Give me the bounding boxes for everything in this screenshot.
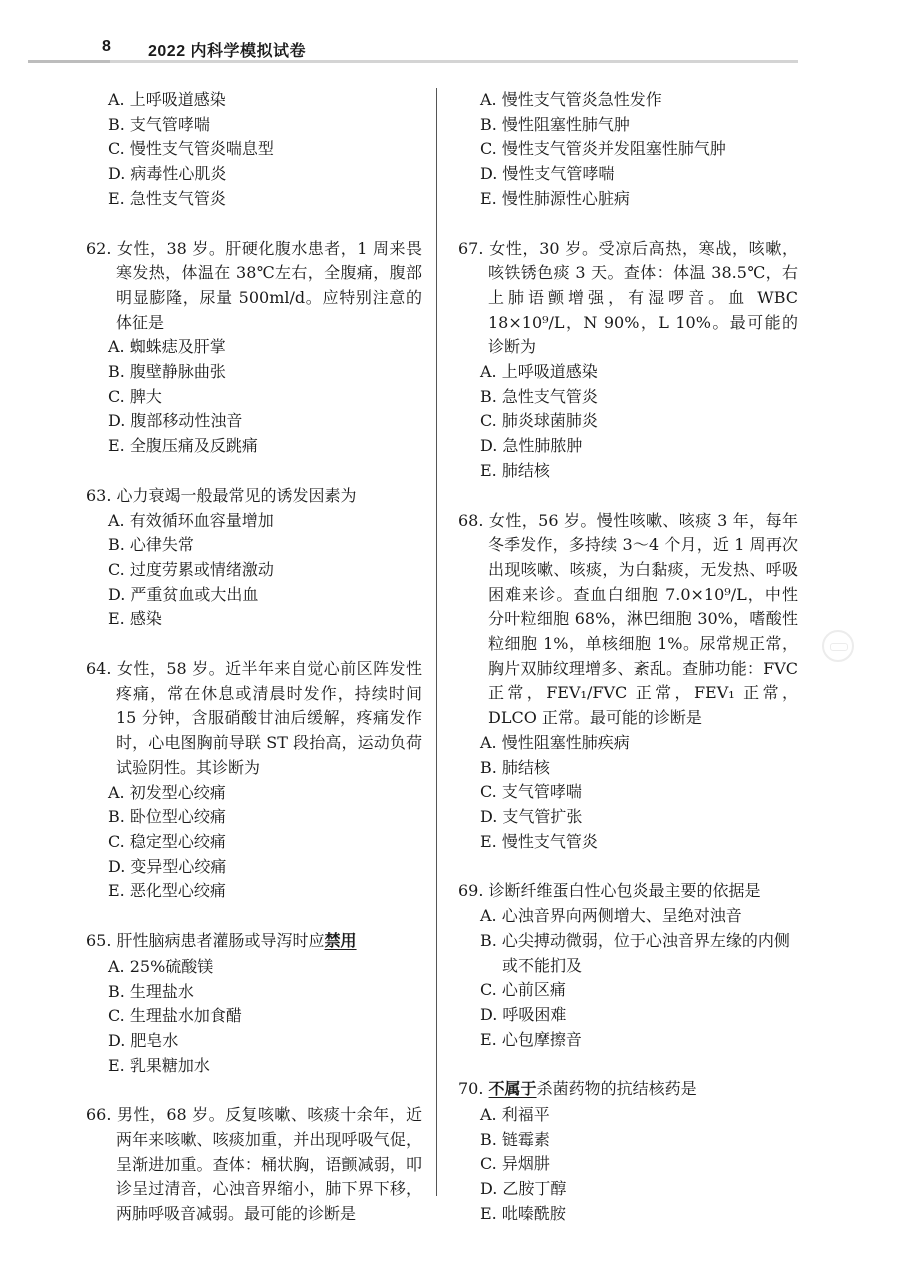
option-b: B. 心尖搏动微弱，位于心浊音界左缘的内侧或不能扪及	[480, 930, 790, 975]
header-rule-accent	[28, 60, 110, 63]
question-stem: 64. 女性，58 岁。近半年来自觉心前区阵发性疼痛，常在休息或清晨时发作，持续时间 15 分钟，含服硝酸甘油后缓解，疼痛发作时，心电图胸前导联 ST 段抬高，运动负荷试验阴性。其诊断为	[86, 659, 422, 777]
option-a: A. 上呼吸道感染	[480, 362, 598, 382]
option-a: A. 利福平	[480, 1105, 550, 1125]
option-e: E. 慢性支气管炎	[480, 831, 598, 851]
option-d: D. 严重贫血或大出血	[108, 584, 259, 604]
option-e: E. 吡嗪酰胺	[480, 1203, 566, 1223]
stem-text: 杀菌药物的抗结核药是	[536, 1079, 697, 1099]
option-d: D. 变异型心绞痛	[108, 856, 227, 876]
question-stem	[458, 1077, 798, 1103]
option-b: B. 肺结核	[480, 757, 550, 777]
option-e: E. 恶化型心绞痛	[108, 881, 226, 901]
question-stem: 69. 诊断纤维蛋白性心包炎最主要的依据是	[458, 881, 761, 901]
option-d: D. 腹部移动性浊音	[108, 411, 243, 431]
question-66-options	[458, 88, 798, 212]
page-number: 8	[102, 38, 111, 55]
option-a: A. 心浊音界向两侧增大、呈绝对浊音	[480, 906, 742, 926]
option-d: D. 肥皂水	[108, 1030, 179, 1050]
option-b: B. 急性支气管炎	[480, 386, 598, 406]
option-e: E. 全腹压痛及反跳痛	[108, 436, 258, 456]
header-rule	[28, 60, 798, 63]
option-e: E. 急性支气管炎	[108, 188, 226, 208]
option-c: C. 心前区痛	[480, 980, 566, 1000]
option-b: B. 生理盐水	[108, 981, 194, 1001]
stem-keyword: 禁用	[324, 933, 357, 951]
stem-text: 65. 肝性脑病患者灌肠或导泻时应	[86, 931, 325, 951]
book-title: 2022 内科学模拟试卷	[148, 43, 307, 60]
option-a: A. 25%硫酸镁	[108, 956, 214, 976]
question-63	[86, 484, 422, 632]
question-stem: 63. 心力衰竭一般最常见的诱发因素为	[86, 485, 357, 505]
question-stem: 68. 女性，56 岁。慢性咳嗽、咳痰 3 年，每年冬季发作，多持续 3～4 个月，近 1 周再次出现咳嗽、咳痰，为白黏痰，无发热、呼吸困难来诊。查血白细胞 7.0×10⁹/L，中性分叶粒细胞 68%，淋巴细胞 30%，嗜酸性粒细胞 1%，单核细胞 1%。尿常规正常，胸片双肺纹理增多、紊乱。查肺功能：FVC 正常，FEV₁/FVC 正常，FEV₁ 正常，DLCO 正常。最可能的诊断是	[458, 510, 798, 728]
option-a: A. 慢性阻塞性肺疾病	[480, 732, 630, 752]
option-b: B. 腹壁静脉曲张	[108, 362, 226, 382]
question-67	[458, 237, 798, 484]
question-62	[86, 237, 422, 459]
option-e: E. 肺结核	[480, 460, 550, 480]
option-b: B. 慢性阻塞性肺气肿	[480, 114, 630, 134]
option-c: C. 慢性支气管炎喘息型	[108, 139, 274, 159]
question-stem: 66. 男性，68 岁。反复咳嗽、咳痰十余年，近两年来咳嗽、咳痰加重，并出现呼吸气促，呈渐进加重。查体：桶状胸，语颤减弱，叩诊呈过清音，心浊音界缩小，肺下界下移，两肺呼吸音减弱。最可能的诊断是	[86, 1105, 422, 1224]
option-b: B. 卧位型心绞痛	[108, 807, 226, 827]
page-header	[0, 0, 900, 66]
question-stem	[86, 929, 422, 955]
option-a: A. 初发型心绞痛	[108, 782, 226, 802]
option-b: B. 心律失常	[108, 535, 194, 555]
option-d: D. 急性肺脓肿	[480, 436, 583, 456]
question-70	[458, 1077, 798, 1226]
option-a: A. 有效循环血容量增加	[108, 510, 274, 530]
question-stem: 67. 女性，30 岁。受凉后高热，寒战，咳嗽，咳铁锈色痰 3 天。查体：体温 38.5℃，右上肺语颤增强，有湿啰音。血 WBC 18×10⁹/L，N 90%，L 10%。最可能的诊断为	[458, 238, 798, 357]
option-c: C. 过度劳累或情绪激动	[108, 559, 274, 579]
column-divider	[436, 88, 437, 1196]
option-c: C. 慢性支气管炎并发阻塞性肺气肿	[480, 139, 726, 159]
option-d: D. 支气管扩张	[480, 806, 583, 826]
question-stem: 62. 女性，38 岁。肝硬化腹水患者，1 周来畏寒发热，体温在 38℃左右，全腹痛，腹部明显膨隆，尿量 500ml/d。应特别注意的体征是	[86, 238, 422, 332]
option-c: C. 支气管哮喘	[480, 782, 582, 802]
option-a: A. 上呼吸道感染	[108, 90, 226, 109]
option-c: C. 异烟肼	[480, 1154, 550, 1174]
option-c: C. 稳定型心绞痛	[108, 831, 226, 851]
left-column	[86, 88, 422, 1252]
option-b: B. 链霉素	[480, 1129, 550, 1149]
option-d: D. 病毒性心肌炎	[108, 164, 227, 184]
option-c: C. 肺炎球菌肺炎	[480, 411, 598, 431]
option-e: E. 感染	[108, 609, 162, 629]
option-d: D. 乙胺丁醇	[480, 1179, 567, 1199]
option-c: C. 脾大	[108, 386, 162, 406]
option-e: E. 慢性肺源性心脏病	[480, 188, 630, 208]
option-c: C. 生理盐水加食醋	[108, 1006, 242, 1026]
stem-keyword: 不属于	[488, 1081, 537, 1099]
option-d: D. 慢性支气管哮喘	[480, 164, 615, 184]
right-column	[458, 88, 798, 1252]
question-65	[86, 929, 422, 1078]
option-a: A. 蜘蛛痣及肝掌	[108, 337, 226, 357]
option-e: E. 心包摩擦音	[480, 1029, 582, 1049]
option-a: A. 慢性支气管炎急性发作	[480, 90, 662, 109]
option-d: D. 呼吸困难	[480, 1004, 567, 1024]
question-68	[458, 509, 798, 855]
question-61-options	[86, 88, 422, 212]
question-66	[86, 1103, 422, 1227]
watermark-seal-icon	[822, 630, 854, 662]
option-e: E. 乳果糖加水	[108, 1055, 210, 1075]
option-b: B. 支气管哮喘	[108, 114, 210, 134]
question-69	[458, 879, 798, 1052]
question-64	[86, 657, 422, 904]
question-number: 70.	[458, 1079, 484, 1099]
